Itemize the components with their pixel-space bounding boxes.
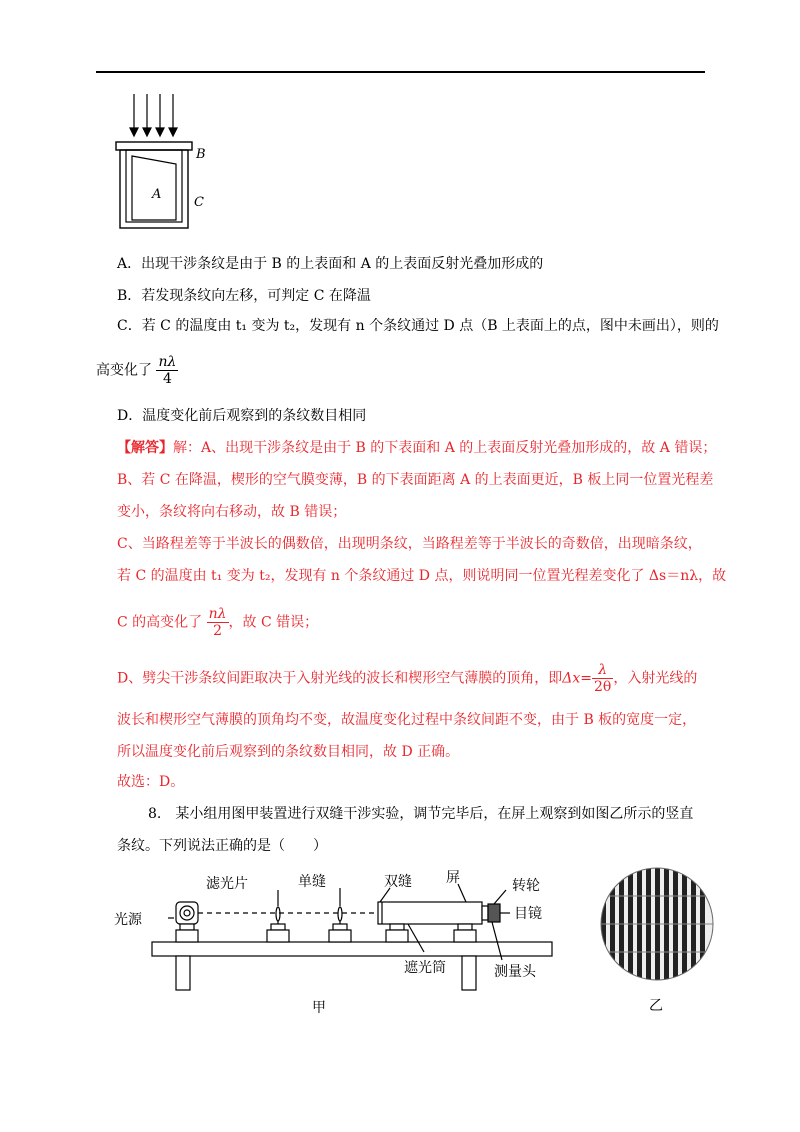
answer-line6-prefix: C 的高变化了 — [117, 614, 203, 631]
label-a: A — [152, 187, 162, 202]
double-slit-apparatus-figure — [108, 868, 568, 1018]
label-light-source: 光源 — [114, 912, 142, 928]
option-b: B．若发现条纹向左移，可判定 C 在降温 — [117, 288, 371, 304]
option-c-prefix: 高变化了 — [96, 362, 152, 379]
caption-yi: 乙 — [649, 998, 663, 1014]
answer-line9: 所以温度变化前后观察到的条纹数目相同，故 D 正确。 — [117, 744, 460, 760]
label-double-slit: 双缝 — [384, 874, 412, 890]
label-wheel: 转轮 — [512, 878, 540, 894]
answer-line10: 故选：D。 — [117, 774, 185, 790]
answer-line8: 波长和楔形空气薄膜的顶角均不变，故温度变化过程中条纹间距不变，由于 B 板的宽度一定， — [117, 712, 697, 728]
label-b: B — [196, 147, 206, 162]
option-d: D．温度变化前后观察到的条纹数目相同 — [117, 408, 367, 424]
answer-line2: B、若 C 在降温，楔形的空气膜变薄，B 的下表面距离 A 的上表面更近，B 板上同一位置光程差 — [117, 472, 714, 488]
wedge-apparatus-figure — [110, 92, 230, 232]
label-tube: 遮光筒 — [404, 960, 446, 976]
answer-tag: 【解答】 — [117, 440, 173, 456]
answer-line6-frac-num: nλ — [208, 606, 227, 622]
answer-line7-prefix: D、劈尖干涉条纹间距取决于入射光线的波长和楔形空气薄膜的顶角，即 — [117, 670, 563, 687]
label-c: C — [194, 195, 204, 210]
label-screen: 屏 — [446, 870, 460, 886]
label-eyepiece: 目镜 — [514, 906, 542, 922]
answer-line3: 变小，条纹将向右移动，故 B 错误； — [117, 504, 347, 520]
option-c-line2 — [96, 354, 178, 387]
answer-line5: 若 C 的温度由 t₁ 变为 t₂，发现有 n 个条纹通过 D 点，则说明同一位置光程差变化了 Δs＝nλ，故 — [117, 568, 727, 584]
answer-line6-suffix: ，故 C 错误； — [228, 614, 319, 631]
answer-line6-frac-den: 2 — [207, 622, 229, 639]
option-c-fraction — [156, 354, 178, 387]
label-filter: 滤光片 — [206, 876, 248, 892]
question8-line1: 8. 某小组用图甲装置进行双缝干涉实验，调节完毕后，在屏上观察到如图乙所示的竖直 — [148, 806, 694, 822]
option-c-frac-den: 4 — [156, 370, 178, 387]
caption-jia: 甲 — [312, 1000, 326, 1016]
answer-line7-fraction — [592, 662, 613, 695]
answer-line7-frac-den: 2θ — [593, 679, 612, 695]
question8-line2: 条纹。下列说法正确的是（ ） — [117, 838, 327, 854]
option-c-frac-num: nλ — [158, 354, 177, 370]
answer-line6-fraction — [207, 606, 229, 639]
label-single-slit: 单缝 — [298, 874, 326, 890]
option-c-line1: C．若 C 的温度由 t₁ 变为 t₂，发现有 n 个条纹通过 D 点（B 上表面上的点，图中未画出），则的 — [117, 318, 719, 334]
answer-line7-suffix: ，入射光线的 — [613, 670, 698, 687]
answer-line1-text: 解：A、出现干涉条纹是由于 B 的下表面和 A 的上表面反射光叠加形成的，故 A 错误； — [173, 440, 717, 456]
answer-line7-frac-num: λ — [598, 662, 608, 678]
label-measuring-head: 测量头 — [494, 964, 536, 980]
answer-line7 — [117, 662, 697, 695]
option-a: A．出现干涉条纹是由于 B 的上表面和 A 的上表面反射光叠加形成的 — [117, 256, 544, 272]
answer-line4: C、当路程差等于半波长的偶数倍，出现明条纹，当路程差等于半波长的奇数倍，出现暗条纹， — [117, 536, 702, 552]
answer-line7-math: Δx= — [562, 670, 592, 687]
answer-line6 — [117, 606, 318, 639]
header-rule — [96, 71, 705, 73]
fringe-pattern-figure — [592, 866, 722, 1016]
answer-line1 — [117, 438, 716, 458]
